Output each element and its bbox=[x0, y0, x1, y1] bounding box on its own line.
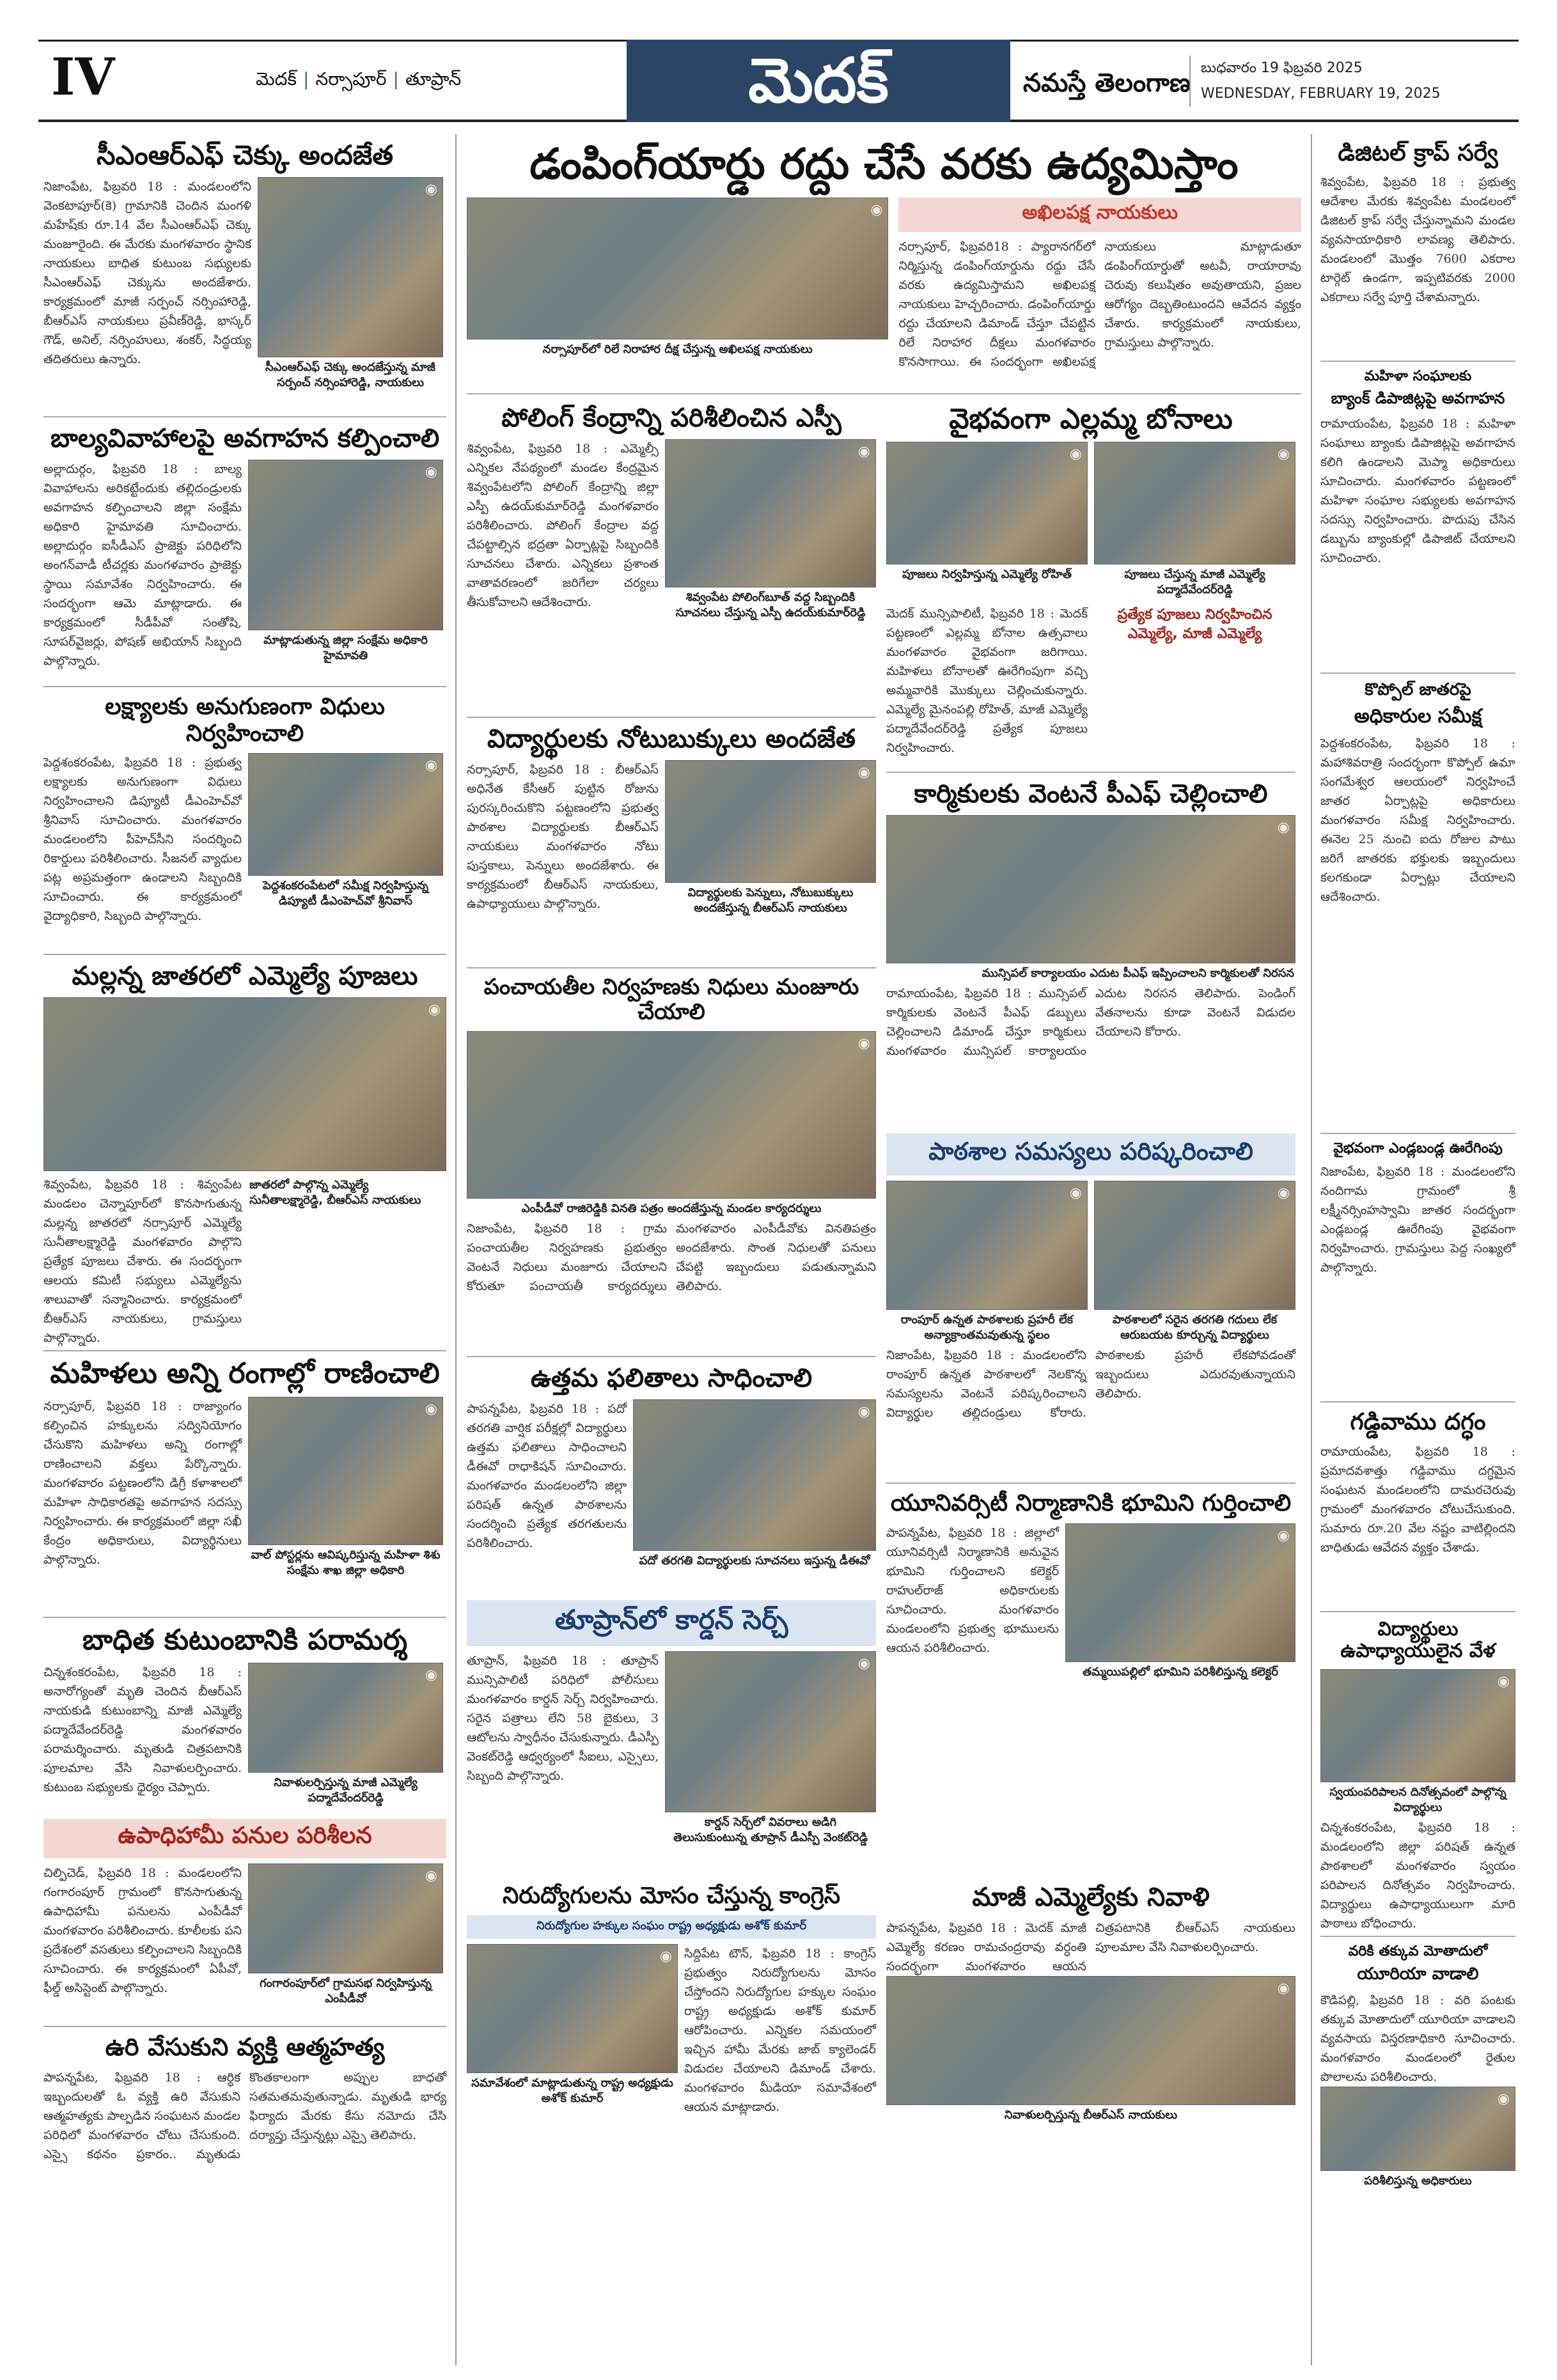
story-targets bbox=[43, 694, 446, 945]
breadcrumb-item: మెదక్ bbox=[256, 68, 297, 89]
story-suicide bbox=[43, 2034, 446, 2183]
subheadline: అఖిలపక్ష నాయకులు bbox=[898, 198, 1301, 232]
story-body: పాపన్నపేట, ఫిబ్రవరి 18 : పదో తరగతి వార్షిక పరీక్షల్లో విద్యార్థులు ఉత్తమ ఫలితాలు సాధించాలని డీఈవో రాధాకిషన్ సూచించారు. మంగళవారం మండలంలోని జిల్లా పరిషత్ ఉన్నత పాఠశాలను సందర్శించి ప్రత్యేక తరగతులను పరిశీలించారు. bbox=[467, 1402, 627, 1551]
story-body: పాపన్నపేట, ఫిబ్రవరి 18 : మెదక్ మాజీ ఎమ్మెల్యే కరణం రామచంద్రరావు వర్ధంతి సందర్భంగా మంగళవారం ఆయన చిత్రపటానికి బీఆర్ఎస్ నాయకులు పూలమాల వేసి నివాళులర్పించారు. bbox=[886, 1921, 1295, 1974]
news-photo bbox=[665, 1651, 876, 1812]
news-photo bbox=[258, 177, 443, 357]
photo-caption: తమ్మయిపల్లిలో భూమిని పరిశీలిస్తున్న కలెక్టర్ bbox=[1082, 1665, 1279, 1679]
headline: నిరుద్యోగులను మోసం చేస్తున్న కాంగ్రెస్ bbox=[502, 1883, 841, 1909]
center-bottom-left bbox=[467, 1880, 876, 2135]
camera-icon: ◉ bbox=[425, 1868, 437, 1885]
divider bbox=[43, 954, 446, 955]
headline: పాఠశాల సమస్యలు పరిష్కరించాలి bbox=[886, 1133, 1295, 1176]
headline: కార్మికులకు వెంటనే పీఎఫ్ చెల్లించాలి bbox=[914, 779, 1268, 809]
kicker: మహిళా సంఘాలకు bbox=[1364, 368, 1472, 385]
photo-caption: రాంపూర్ ఉన్నత పాఠశాలకు ప్రహరీ లేక అన్యాక్రాంతమవుతున్న స్థలం bbox=[900, 1313, 1074, 1342]
camera-icon: ◉ bbox=[1497, 1673, 1510, 1690]
story-university-land bbox=[886, 1490, 1295, 1695]
photo-caption: పదో తరగతి విద్యార్థులకు సూచనలు ఇస్తున్న డీఈవో bbox=[639, 1554, 870, 1568]
photo-caption: నివాళులర్పిస్తున్న మాజీ ఎమ్మెల్యే పద్మాదేవేందర్‌రెడ్డి bbox=[274, 1776, 418, 1805]
story-polling-station bbox=[467, 403, 876, 708]
story-panchayat-funds bbox=[467, 975, 876, 1347]
story-haystack-fire bbox=[1320, 1409, 1515, 1601]
headline: అధికారుల సమీక్ష bbox=[1354, 704, 1482, 727]
headline: పోలింగ్ కేంద్రాన్ని పరిశీలించిన ఎస్పీ bbox=[501, 403, 841, 433]
headline: గడ్డివాము దగ్ధం bbox=[1350, 1409, 1486, 1436]
story-digital-crop-survey bbox=[1320, 140, 1515, 352]
lead-headline: డంపింగ్‌యార్డు రద్దు చేసే వరకు ఉద్యమిస్తాం bbox=[529, 139, 1239, 189]
news-photo bbox=[248, 1863, 443, 1973]
story-body: పెద్దశంకరంపేట, ఫిబ్రవరి 18 : ప్రభుత్వ లక్ష్యాలకు అనుగుణంగా విధులు నిర్వహించాలని డిప్యూటీ డీఎంహెచ్‌వో శ్రీనివాస్ సూచించారు. మంగళవారం మండలంలోని పీహెచ్‌సీని సందర్శించి రికార్డులు పరిశీలించారు. సీజనల్ వ్యాధుల పట్ల అప్రమత్తంగా ఉండాలని సిబ్బందికి సూచించారు. ఈ కార్యక్రమంలో వైద్యాధికారి, సిబ్బంది పాల్గొన్నారు. bbox=[43, 756, 242, 924]
news-photo bbox=[1094, 1181, 1295, 1310]
paper-name: నమస్తే తెలంగాణ bbox=[1023, 68, 1191, 98]
column-divider bbox=[455, 134, 457, 2365]
story-body: తూప్రాన్, ఫిబ్రవరి 18 : తూప్రాన్ మున్సిపాలిటీ పరిధిలో పోలీసులు మంగళవారం కార్డన్ సెర్చ్ నిర్వహించారు. సరైన పత్రాలు లేని 58 బైకులు, 3 ఆటోలను స్వాధీనం చేసుకున్నారు. డీఎస్పీ వెంకట్‌రెడ్డి ఆధ్వర్యంలో సీఐలు, ఎస్సైలు, సిబ్బంది పాల్గొన్నారు. bbox=[467, 1654, 659, 1784]
camera-icon: ◉ bbox=[1069, 1185, 1082, 1202]
breadcrumb-item: తూప్రాన్ bbox=[405, 68, 462, 89]
headline: యూనివర్సిటీ నిర్మాణానికి భూమిని గుర్తించాలి bbox=[890, 1490, 1292, 1517]
story-students-teachers bbox=[1320, 1617, 1515, 1931]
divider bbox=[43, 1350, 446, 1351]
headline: విద్యార్థులకు నోటుబుక్కులు అందజేత bbox=[487, 724, 856, 754]
camera-icon: ◉ bbox=[857, 1404, 870, 1420]
story-body: కౌడిపల్లి, ఫిబ్రవరి 18 : వరి పంటకు తక్కువ మోతాదులో యూరియా వాడాలని వ్యవసాయ విస్తరణాధికారి సూచించారు. మంగళవారం మండలంలో రైతుల పొలాలను పరిశీలించారు. bbox=[1320, 1993, 1515, 2084]
subheadline: నిరుద్యోగుల హక్కుల సంఘం రాష్ట్ర అధ్యక్షుడు అశోక్ కుమార్ bbox=[467, 1915, 876, 1939]
headline: పంచాయతీల నిర్వహణకు నిధులు మంజూరు చేయాలి bbox=[483, 974, 859, 1025]
photo-caption: నర్సాపూర్‌లో రిలే నిరాహార దీక్ష చేస్తున్న అఖిలపక్ష నాయకులు bbox=[542, 342, 813, 356]
headline: వైభవంగా ఎండ్లబండ్ల ఊరేగింపు bbox=[1333, 1140, 1503, 1157]
photo-caption: సమావేశంలో మాట్లాడుతున్న రాష్ట్ర అధ్యక్షుడు అశోక్ కుమార్ bbox=[471, 2076, 673, 2106]
story-dumping-yard bbox=[467, 140, 1301, 384]
divider bbox=[467, 1356, 876, 1357]
date-english: WEDNESDAY, FEBRUARY 19, 2025 bbox=[1201, 86, 1441, 102]
divider bbox=[886, 772, 1295, 773]
divider bbox=[886, 1482, 1295, 1484]
photo-caption: పరిశీలిస్తున్న అధికారులు bbox=[1364, 2174, 1472, 2188]
story-pf-workers bbox=[886, 779, 1295, 1124]
photo-caption: కార్డన్ సెర్చ్‌లో వివరాలు అడిగి తెలుసుకుంటున్న తూప్రాన్ డీఎస్పీ వెంకట్‌రెడ్డి bbox=[673, 1816, 868, 1845]
headline: మల్లన్న జాతరలో ఎమ్మెల్యే పూజలు bbox=[72, 961, 418, 992]
photo-caption: వాల్ పోస్టర్లను ఆవిష్కరిస్తున్న మహిళా శిశు సంక్షేమ శాఖ జిల్లా అధికారి bbox=[251, 1548, 441, 1577]
story-body: మెదక్ మున్సిపాలిటీ, ఫిబ్రవరి 18 : మెదక్ పట్టణంలో ఎల్లమ్మ బోనాల ఉత్సవాలు మంగళవారం వైభవంగా జరిగాయి. మహిళలు బోనాలతో ఊరేగింపుగా వచ్చి అమ్మవారికి మొక్కులు చెల్లించుకున్నారు. ఎమ్మెల్యే మైనంపల్లి రోహిత్, మాజీ ఎమ్మెల్యే పద్మాదేవేందర్‌రెడ్డి ప్రత్యేక పూజలు నిర్వహించారు. bbox=[886, 607, 1088, 756]
story-bank-deposits bbox=[1320, 368, 1515, 664]
page-number: IV bbox=[51, 47, 115, 107]
photo-caption: పెద్దశంకరంపేటలో సమీక్ష నిర్వహిస్తున్న డిప్యూటీ డీఎంహెచ్‌వో శ్రీనివాస్ bbox=[263, 879, 428, 908]
headline: డిజిటల్ క్రాప్ సర్వే bbox=[1338, 140, 1498, 166]
headline: లక్ష్యాలకు అనుగుణంగా విధులు నిర్వహించాలి bbox=[105, 694, 385, 747]
photo-caption: సీఎంఆర్ఎఫ్ చెక్కు అందజేస్తున్న మాజీ సర్పంచ్ నర్సింహారెడ్డి, నాయకులు bbox=[265, 361, 435, 390]
story-congress-unemployed bbox=[467, 1883, 876, 2115]
news-photo bbox=[467, 1031, 876, 1199]
kicker: వరికి తక్కువ మోతాదులో bbox=[1348, 1943, 1488, 1959]
divider bbox=[1320, 1936, 1515, 1937]
story-body: పాపన్నపేట, ఫిబ్రవరి 18 : ఆర్థిక ఇబ్బందులతో ఓ వ్యక్తి ఉరి వేసుకుని ఆత్మహత్యకు పాల్పడిన సంఘటన మండల పరిధిలో మంగళవారం చోటు చేసుకుంది. ఎస్సై కథనం ప్రకారం.. మృతుడు కొంతకాలంగా అప్పుల బాధతో సతమతమవుతున్నాడు. మృతుడి భార్య ఫిర్యాదు మేరకు కేసు నమోదు చేసి దర్యాప్తు చేస్తున్నట్లు ఎస్సై తెలిపారు. bbox=[43, 2070, 446, 2161]
kicker: కొప్పోల్ జాతరపై bbox=[1365, 680, 1471, 699]
divider bbox=[1320, 361, 1515, 362]
story-body: నర్సాపూర్, ఫిబ్రవరి 18 : రాజ్యాంగం కల్పించిన హక్కులను సద్వినియోగం చేసుకొని మహిళలు అన్ని రంగాల్లో రాణించాలని వక్తలు పేర్కొన్నారు. మంగళవారం పట్టణంలోని డిగ్రీ కళాశాలలో మహిళా సాధికారతపై అవగాహన సదస్సు నిర్వహించారు. ఈ కార్యక్రమంలో జిల్లా సఖీ కేంద్రం అధికారులు, విద్యార్థినులు పాల్గొన్నారు. bbox=[43, 1399, 242, 1567]
story-body: నర్సాపూర్, ఫిబ్రవరి18 : ప్యారానగర్‌లో నిర్మిస్తున్న డంపింగ్‌యార్డును రద్దు చేసే వరకు ఉద్యమిస్తామని అఖిలపక్ష నాయకులు హెచ్చరించారు. డంపింగ్‌యార్డు రద్దు చేయాలని డిమాండ్ చేస్తూ చేపట్టిన రిలే నిరాహార దీక్షలు మంగళవారం కొనసాగాయి. ఈ సందర్భంగా అఖిలపక్ష నాయకులు మాట్లాడుతూ డంపింగ్‌యార్డుతో అటవీ, రాయారావు చెరువు కలుషితం అవుతాయని, ప్రజల ఆరోగ్యం దెబ్బతింటుందని ఆవేదన వ్యక్తం చేశారు. కార్యక్రమంలో నాయకులు, గ్రామస్తులు పాల్గొన్నారు. bbox=[898, 239, 1301, 369]
headline: మాజీ ఎమ్మెల్యేకు నివాళి bbox=[972, 1883, 1210, 1913]
story-body: చిన్నశంకరంపేట, ఫిబ్రవరి 18 : అనారోగ్యంతో మృతి చెందిన బీఆర్ఎస్ నాయకుడి కుటుంబాన్ని మాజీ ఎమ్మెల్యే పద్మాదేవేందర్‌రెడ్డి మంగళవారం పరామర్శించారు. మృతుడి చిత్రపటానికి పూలమాల వేసి నివాళులర్పించారు. కుటుంబ సభ్యులకు ధైర్యం చెప్పారు. bbox=[43, 1665, 242, 1795]
story-body: శివ్వంపేట, ఫిబ్రవరి 18 : ప్రభుత్వ ఆదేశాల మేరకు శివ్వంపేట మండలంలో డిజిటల్ క్రాప్ సర్వే చేస్తున్నామని మండల వ్యవసాయాధికారి లావణ్య తెలిపారు. మండలంలో మొత్తం 7600 ఎకరాల టార్గెట్ ఉండగా, ఇప్పటివరకు 2000 ఎకరాలు సర్వే పూర్తి చేశామన్నారు. bbox=[1320, 175, 1515, 305]
photo-caption: మున్సిపల్ కార్యాలయం ఎదుట పీఎఫ్ ఇప్పించాలని కార్మికులతో నిరసన bbox=[982, 967, 1294, 981]
section-title: మెదక్ bbox=[627, 40, 1010, 122]
photo-caption: స్వయంపరిపాలన దినోత్సవంలో పాల్గొన్న విద్యార్థులు bbox=[1329, 1785, 1506, 1814]
headline: సీఎంఆర్ఎఫ్ చెక్కు అందజేత bbox=[97, 139, 393, 171]
photo-caption: మాట్లాడుతున్న జిల్లా సంక్షేమ అధికారి హైమావతి bbox=[263, 634, 428, 663]
news-photo bbox=[248, 753, 443, 876]
story-body: పాపన్నపేట, ఫిబ్రవరి 18 : జిల్లాలో యూనివర్సిటీ నిర్మాణానికి అనువైన భూమిని గుర్తించాలని కలెక్టర్ రాహుల్‌రాజ్ అధికారులకు సూచించారు. మంగళవారం మండలంలోని ప్రభుత్వ భూములను ఆయన పరిశీలించారు. bbox=[886, 1525, 1059, 1655]
story-yellamma-bonalu bbox=[886, 403, 1295, 763]
divider bbox=[467, 717, 876, 718]
story-family-consolation bbox=[43, 1624, 446, 1810]
divider bbox=[43, 2026, 446, 2027]
news-photo bbox=[665, 439, 876, 587]
news-photo bbox=[886, 442, 1088, 564]
camera-icon: ◉ bbox=[659, 1948, 672, 1965]
story-body: నిజాంపేట, ఫిబ్రవరి 18 : మండలంలోని నందిగామ గ్రామంలో శ్రీ లక్ష్మీనర్సింహస్వామి జాతర సందర్భంగా ఎండ్లబండ్ల ఊరేగింపు వైభవంగా నిర్వహించారు. గ్రామస్తులు పెద్ద సంఖ్యలో పాల్గొన్నారు. bbox=[1320, 1165, 1515, 1275]
news-photo bbox=[248, 460, 443, 630]
camera-icon: ◉ bbox=[1277, 1185, 1290, 1202]
column-1 bbox=[43, 137, 446, 2362]
camera-icon: ◉ bbox=[1497, 2090, 1510, 2107]
story-bullock-cart-procession bbox=[1320, 1140, 1515, 1392]
camera-icon: ◉ bbox=[425, 182, 437, 198]
camera-icon: ◉ bbox=[1277, 446, 1290, 463]
camera-icon: ◉ bbox=[425, 758, 437, 774]
photo-caption: పాఠశాలలో సరైన తరగతి గదులు లేక ఆరుబయట కూర్చున్న విద్యార్థులు bbox=[1112, 1313, 1278, 1342]
headline: బ్యాంక్ డిపాజిట్లపై అవగాహన bbox=[1331, 389, 1505, 408]
story-body: చిల్పిచెడ్, ఫిబ్రవరి 18 : మండలంలోని గంగారంపూర్ గ్రామంలో కొనసాగుతున్న ఉపాధిహామీ పనులను ఎంపీడీవో మంగళవారం పరిశీలించారు. కూలీలకు పని ప్రదేశంలో వసతులు కల్పించాలని సిబ్బందికి సూచించారు. ఈ కార్యక్రమంలో ఏపీవో, ఫీల్డ్ అసిస్టెంట్ పాల్గొన్నారు. bbox=[43, 1866, 242, 1996]
camera-icon: ◉ bbox=[428, 1002, 441, 1018]
masthead bbox=[38, 40, 1519, 122]
news-photo bbox=[43, 997, 446, 1171]
camera-icon: ◉ bbox=[425, 1667, 437, 1684]
story-body: పెద్దశంకరంపేట, ఫిబ్రవరి 18 : మహాశివరాత్రి సందర్భంగా కొప్పోల్ ఉమా సంగమేశ్వర ఆలయంలో నిర్వహించే జాతర ఏర్పాట్లపై అధికారులు మంగళవారం సమీక్ష నిర్వహించారు. ఈనెల 25 నుంచి ఐదు రోజుల పాటు జరిగే జాతరకు భక్తులకు ఇబ్బందులు కలగకుండా ఏర్పాట్లు చేయాలని ఆదేశించారు. bbox=[1320, 736, 1515, 905]
photo-caption: శివ్వంపేట పోలింగ్‌బూత్ వద్ద సిబ్బందికి సూచనలు చేస్తున్న ఎస్పీ ఉదయ్‌కుమార్‌రెడ్డి bbox=[675, 590, 866, 619]
center-right-column bbox=[886, 401, 1295, 1878]
story-notebooks bbox=[467, 724, 876, 958]
story-child-marriage bbox=[43, 424, 446, 677]
story-body: శివ్వంపేట, ఫిబ్రవరి 18 : శివ్వంపేట మండలం చెన్నాపూర్‌లో కొనసాగుతున్న మల్లన్న జాతరలో నర్సాపూర్ ఎమ్మెల్యే సునీతాలక్ష్మారెడ్డి మంగళవారం పాల్గొని ప్రత్యేక పూజలు చేశారు. ఈ సందర్భంగా ఆలయ కమిటీ సభ్యులు ఎమ్మెల్యేను శాలువాతో సన్మానించారు. కార్యక్రమంలో బీఆర్ఎస్ నాయకులు, గ్రామస్తులు పాల్గొన్నారు. bbox=[43, 1178, 242, 1346]
story-school-problems bbox=[886, 1133, 1295, 1474]
story-body: చిన్నశంకరంపేట, ఫిబ్రవరి 18 : మండలంలోని జిల్లా పరిషత్ ఉన్నత పాఠశాలలో మంగళవారం స్వయం పరిపాలన దినోత్సవం నిర్వహించారు. విద్యార్థులు ఉపాధ్యాయులుగా మారి పాఠాలు బోధించారు. bbox=[1320, 1820, 1515, 1931]
headline: ఉత్తమ ఫలితాలు సాధించాలి bbox=[530, 1364, 813, 1394]
date-telugu: బుధవారం 19 ఫిబ్రవరి 2025 bbox=[1201, 60, 1363, 76]
story-best-results bbox=[467, 1364, 876, 1591]
news-photo bbox=[1320, 2087, 1515, 2171]
photo-caption: ఎంపీడీవో రాజిరెడ్డికి వినతి పత్రం అందజేస్తున్న మండల కార్యదర్శులు bbox=[521, 1202, 822, 1216]
story-body: అల్లాదుర్గం, ఫిబ్రవరి 18 : బాల్య వివాహాలను అరికట్టేందుకు తల్లిదండ్రులకు అవగాహన కల్పించాలని జిల్లా సంక్షేమ అధికారి హైమావతి సూచించారు. అల్లాదుర్గం ఐసీడీఎస్ ప్రాజెక్టు పరిధిలోని అంగన్‌వాడీ టీచర్లకు మంగళవారం ప్రాజెక్టు స్థాయి సమావేశం నిర్వహించారు. ఈ సందర్భంగా ఆమె మాట్లాడారు. ఈ కార్యక్రమంలో సీడీపీవో సంతోషి, సూపర్‌వైజర్లు, పోషణ్ అభియాన్ సిబ్బంది పాల్గొన్నారు. bbox=[43, 462, 242, 669]
story-body: నిజాంపేట, ఫిబ్రవరి 18 : మండలంలోని వెంకటాపూర్(కె) గ్రామానికి చెందిన మంగళి మహేష్‌కు రూ.14 వేల సీఎంఆర్ఎఫ్ చెక్కు మంజూరైంది. ఈ మేరకు మంగళవారం స్థానిక నాయకులు బాధిత కుటుంబ సభ్యులకు సీఎంఆర్ఎఫ్ చెక్కును అందజేశారు. కార్యక్రమంలో మాజీ సర్పంచ్ నర్సింహారెడ్డి, బీఆర్ఎస్ నాయకులు ప్రవీణ్‌రెడ్డి, భాస్కర్ గౌడ్, అనిల్, నర్సింహులు, శంకర్, సిద్ధయ్య తదితరులు ఉన్నారు. bbox=[43, 180, 251, 367]
story-cmrf bbox=[43, 140, 446, 407]
divider bbox=[467, 967, 876, 968]
photo-caption: పూజలు చేస్తున్న మాజీ ఎమ్మెల్యే పద్మాదేవేందర్‌రెడ్డి bbox=[1124, 568, 1265, 597]
story-body: నిజాంపేట, ఫిబ్రవరి 18 : మండలంలోని రాంపూర్ ఉన్నత పాఠశాలలో నెలకొన్న సమస్యలను వెంటనే పరిష్కరించాలని విద్యార్థుల తల్లిదండ్రులు కోరారు. పాఠశాలకు ప్రహరీ లేకపోవడంతో ఇబ్బందులు ఎదురవుతున్నాయని తెలిపారు. bbox=[886, 1348, 1295, 1420]
photo-caption: నివాళులర్పిస్తున్న బీఆర్ఎస్ నాయకులు bbox=[1004, 2108, 1178, 2122]
story-ex-mla-tribute bbox=[886, 1883, 1295, 2126]
headline: బాల్యవివాహాలపై అవగాహన కల్పించాలి bbox=[50, 424, 440, 454]
news-photo bbox=[886, 1976, 1295, 2105]
news-photo bbox=[665, 760, 876, 883]
column-divider bbox=[1311, 134, 1312, 2365]
divider bbox=[467, 393, 1301, 394]
divider bbox=[1320, 1133, 1515, 1134]
news-photo bbox=[248, 1663, 443, 1773]
story-body: రామాయంపేట, ఫిబ్రవరి 18 : మున్సిపల్ కార్మికులకు వెంటనే పీఎఫ్ డబ్బులు చెల్లించాలని డిమాండ్ చేస్తూ కార్మికులు మంగళవారం మున్సిపల్ కార్యాలయం ఎదుట నిరసన తెలిపారు. పెండింగ్ వేతనాలను కూడా వెంటనే విడుదల చేయాలని కోరారు. bbox=[886, 986, 1295, 1059]
camera-icon: ◉ bbox=[857, 764, 870, 781]
divider bbox=[43, 416, 446, 417]
camera-icon: ◉ bbox=[857, 1656, 870, 1672]
story-body-continued bbox=[1094, 648, 1295, 763]
camera-icon: ◉ bbox=[1277, 1527, 1290, 1544]
story-mallanna-jatara bbox=[43, 961, 446, 1346]
breadcrumb-separator: | bbox=[393, 68, 399, 89]
breadcrumb-separator: | bbox=[303, 68, 309, 89]
photo-caption: పూజలు నిర్వహిస్తున్న ఎమ్మెల్యే రోహిత్ bbox=[902, 568, 1072, 582]
center-left-column bbox=[467, 401, 876, 1878]
camera-icon: ◉ bbox=[857, 443, 870, 460]
divider bbox=[1320, 1401, 1515, 1403]
breadcrumb-item: నర్సాపూర్ bbox=[315, 68, 387, 89]
headline: ఉపాధిహామీ పనుల పరిశీలన bbox=[43, 1819, 446, 1858]
news-photo bbox=[1094, 442, 1295, 564]
headline: విద్యార్థులు ఉపాధ్యాయులైన వేళ bbox=[1340, 1617, 1496, 1663]
photo-caption: గంగారంపూర్‌లో గ్రామసభ నిర్వహిస్తున్న ఎంపీడీవో bbox=[260, 1977, 432, 2006]
news-photo bbox=[1065, 1523, 1295, 1662]
news-photo bbox=[633, 1399, 876, 1551]
camera-icon: ◉ bbox=[870, 201, 883, 218]
column-4 bbox=[1320, 137, 1515, 2362]
story-body: నర్సాపూర్, ఫిబ్రవరి 18 : బీఆర్ఎస్ అధినేత కేసీఆర్ పుట్టిన రోజును పురస్కరించుకొని పట్టణంలోని ప్రభుత్వ పాఠశాల విద్యార్థులకు బీఆర్ఎస్ నాయకులు మంగళవారం నోటు పుస్తకాలు, పెన్నులు అందజేశారు. ఈ కార్యక్రమంలో బీఆర్ఎస్ నాయకులు, ఉపాధ్యాయులు పాల్గొన్నారు. bbox=[467, 762, 659, 911]
news-photo bbox=[467, 1944, 678, 2073]
kicker: ప్రత్యేక పూజలు నిర్వహించిన ఎమ్మెల్యే, మాజీ ఎమ్మెల్యే bbox=[1117, 607, 1272, 642]
story-body: సిద్దిపేట టౌన్, ఫిబ్రవరి 18 : కాంగ్రెస్ ప్రభుత్వం నిరుద్యోగులను మోసం చేస్తోందని నిరుద్యోగుల హక్కుల సంఘం రాష్ట్ర అధ్యక్షుడు అశోక్ కుమార్ ఆరోపించారు. ఎన్నికల సమయంలో ఇచ్చిన హామీ మేరకు జాబ్ క్యాలెండర్ విడుదల చేయాలని డిమాండ్ చేశారు. మంగళవారం మీడియా సమావేశంలో ఆయన మాట్లాడారు. bbox=[684, 1947, 876, 2115]
divider bbox=[43, 686, 446, 687]
center-bottom-right bbox=[886, 1880, 1295, 2135]
headline: ఉరి వేసుకుని వ్యక్తి ఆత్మహత్య bbox=[105, 2033, 385, 2062]
camera-icon: ◉ bbox=[857, 1036, 870, 1052]
camera-icon: ◉ bbox=[425, 464, 437, 481]
camera-icon: ◉ bbox=[425, 1401, 437, 1417]
photo-caption: విద్యార్థులకు పెన్నులు, నోటుబుక్కులు అందజేస్తున్న బీఆర్ఎస్ నాయకులు bbox=[687, 885, 854, 915]
story-urea bbox=[1320, 1943, 1515, 2191]
news-photo bbox=[1320, 1669, 1515, 1782]
camera-icon: ◉ bbox=[1069, 446, 1082, 463]
story-body: రామాయంపేట, ఫిబ్రవరి 18 : ప్రమాదవశాత్తు గడ్డివాము దగ్ధమైన సంఘటన మండలంలోని దామరచెరువు గ్రామంలో మంగళవారం చోటుచేసుకుంది. సుమారు రూ.20 వేల నష్టం వాటిల్లిందని బాధితుడు ఆవేదన వ్యక్తం చేశాడు. bbox=[1320, 1444, 1515, 1555]
news-photo bbox=[467, 198, 888, 339]
breadcrumb bbox=[256, 68, 461, 94]
dateline bbox=[1189, 56, 1521, 107]
news-photo bbox=[886, 1181, 1088, 1310]
divider bbox=[1320, 673, 1515, 674]
divider bbox=[43, 1617, 446, 1618]
photo-caption: జాతరలో పాల్గొన్న ఎమ్మెల్యే సునీతాలక్ష్మారెడ్డి, బీఆర్ఎస్ నాయకులు bbox=[249, 1178, 421, 1208]
camera-icon: ◉ bbox=[1277, 1980, 1290, 1997]
column-2 bbox=[467, 137, 1301, 2362]
story-women bbox=[43, 1358, 446, 1608]
camera-icon: ◉ bbox=[1277, 820, 1290, 836]
story-cordon-search bbox=[467, 1600, 876, 1869]
headline: యూరియా వాడాలి bbox=[1357, 1964, 1479, 1984]
story-body: నిజాంపేట, ఫిబ్రవరి 18 : గ్రామ పంచాయతీల నిర్వహణకు ప్రభుత్వం వెంటనే నిధులు మంజూరు చేయాలని కోరుతూ పంచాయతీ కార్యదర్శులు మంగళవారం ఎంపీడీవోకు వినతిపత్రం అందజేశారు. సొంత నిధులతో పనులు చేపట్టి ఇబ్బందులు పడుతున్నామని తెలిపారు. bbox=[467, 1222, 876, 1294]
story-body: రామాయంపేట, ఫిబ్రవరి 18 : మహిళా సంఘాలు బ్యాంకు డిపాజిట్లపై అవగాహన కలిగి ఉండాలని మెప్మా అధికారులు సూచించారు. మంగళవారం పట్టణంలో మహిళా సంఘాల సభ్యులకు అవగాహన సదస్సు నిర్వహించారు. పొదుపు చేసిన డబ్బును బ్యాంకుల్లో డిపాజిట్ చేయాలని సూచించారు. bbox=[1320, 416, 1515, 565]
divider bbox=[1320, 1611, 1515, 1612]
story-body: శివ్వంపేట, ఫిబ్రవరి 18 : ఎమ్మెల్సీ ఎన్నికల నేపథ్యంలో మండల కేంద్రమైన శివ్వంపేటలోని పోలింగ్ కేంద్రాన్ని జిల్లా ఎస్పీ ఉదయ్‌కుమార్‌రెడ్డి మంగళవారం పరిశీలించారు. పోలింగ్ కేంద్రాల వద్ద చేపట్టాల్సిన భద్రతా ఏర్పాట్లపై సిబ్బందికి సూచనలు చేశారు. ఎన్నికలు ప్రశాంత వాతావరణంలో జరిగేలా చర్యలు తీసుకోవాలని ఆదేశించారు. bbox=[467, 441, 659, 609]
headline: మహిళలు అన్ని రంగాల్లో రాణించాలి bbox=[50, 1357, 440, 1390]
news-photo bbox=[248, 1397, 443, 1545]
headline: బాధిత కుటుంబానికి పరామర్శ bbox=[82, 1623, 407, 1656]
news-photo bbox=[886, 815, 1295, 963]
headline: వైభవంగా ఎల్లమ్మ బోనాలు bbox=[949, 402, 1233, 435]
headline: తూప్రాన్‌లో కార్డన్ సెర్చ్ bbox=[467, 1600, 876, 1646]
story-koppol-jatara bbox=[1320, 680, 1515, 1124]
story-nrega bbox=[43, 1819, 446, 2017]
